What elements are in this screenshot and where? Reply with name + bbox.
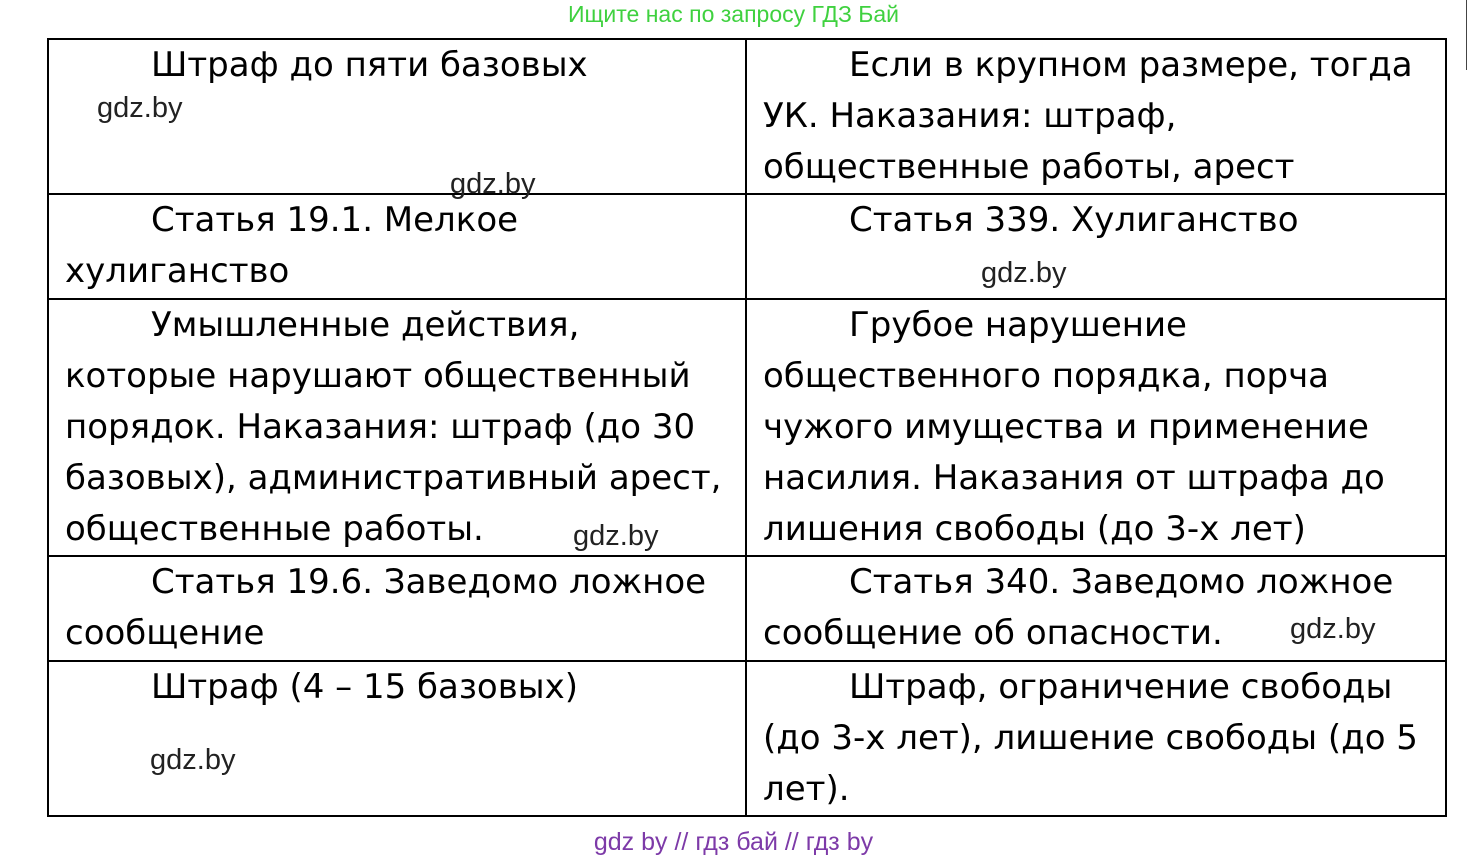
watermark: gdz.by [97,92,183,124]
table-cell-left [48,556,746,661]
bottom-banner: gdz by // гдз бай // гдз by [593,828,874,856]
watermark: gdz.by [981,257,1067,289]
table-cell-left [48,194,746,299]
table-cell-right [746,556,1446,661]
top-banner: Ищите нас по запросу ГДЗ Бай [567,1,900,27]
watermark: gdz.by [450,168,536,200]
cell-text: Если в крупном размере, тогда УК. Наказания: штраф, общественные работы, арест [763,45,1413,187]
watermark: gdz.by [1290,613,1376,645]
cell-text: Статья 339. Хулиганство [849,200,1299,240]
cell-text: Штраф (4 – 15 базовых) [151,667,578,707]
comparison-table [47,38,1447,817]
cell-text: Грубое нарушение общественного порядка, порча чужого имущества и применение насилия. Наказания от штрафа до лишения свободы (до 3-х лет) [763,305,1385,549]
table-row [48,39,1446,194]
table-row [48,556,1446,661]
cell-text: Умышленные действия, которые нарушают общественный порядок. Наказания: штраф (до 30 базовых), административный арест, общественные работы. [65,305,722,549]
table-row [48,194,1446,299]
table-cell-right [746,661,1446,816]
watermark: gdz.by [573,520,659,552]
table-cell-right [746,39,1446,194]
cell-text: Статья 340. Заведомо ложное сообщение об опасности. [763,562,1394,653]
table-cell-left [48,299,746,556]
table-cell-left [48,661,746,816]
table-cell-right [746,194,1446,299]
table-cell-right [746,299,1446,556]
table-row [48,299,1446,556]
watermark: gdz.by [150,744,236,776]
cell-text: Штраф до пяти базовых [151,45,588,85]
cell-text: Статья 19.1. Мелкое хулиганство [65,200,519,291]
cell-text: Штраф, ограничение свободы (до 3-х лет), лишение свободы (до 5 лет). [763,667,1418,809]
cell-text: Статья 19.6. Заведомо ложное сообщение [65,562,707,653]
table-row [48,661,1446,816]
